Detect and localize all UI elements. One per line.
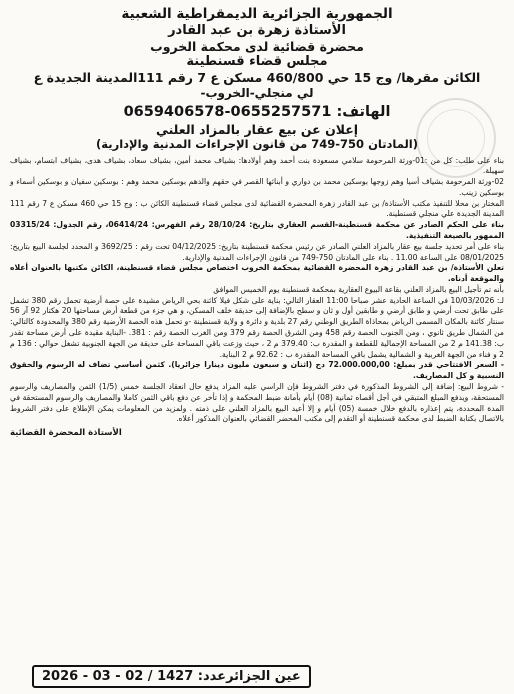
bailiff-signature: الأستاذة المحضرة القضائية <box>10 428 122 439</box>
notice-title: إعلان عن بيع عقار بالمزاد العلني <box>155 121 359 137</box>
notice-footer <box>10 665 504 688</box>
requesters-paragraph: بناء على طلب: كل من :01-ورثة المرحومة سلامي مسعودة بنت أحمد وهم أولادها: بشياف محمد أمين، بشياف سعاد، بشياف هدى، بشياف ابتسام، بشياف سهيلة. <box>10 155 504 176</box>
faded-stamp-icon <box>416 98 496 178</box>
republic-title: الجمهورية الجزائرية الديمقراطية الشعبية <box>121 6 393 22</box>
announcement-paragraph: تعلن الأستاذة/ بن عبد القادر زهرة المحضرة القضائية بمحكمة الخروب اختصاص مجلس قضاء قسنطينة، الكائن مكتبها بالعنوان أعلاه والموقعة أدناه. <box>10 263 504 284</box>
legal-articles: (المادتان 750-749 من قانون الإجراءات المدنية والإدارية) <box>96 137 418 152</box>
sale-conditions-paragraph: - شروط البيع: إضافة إلى الشروط المذكورة في دفتر الشروط فإن الراسي عليه المزاد يدفع حال انعقاد الجلسة خمس (1/5) الثمن والمصاريف والرسوم المستحقة، ويدفع المبلغ المتبقي في أجل أقصاه ثمانية (08) أيام بأمانة ضبط المحكمة و إذا تأخر عن دفع باقي الثمن كاملا والمصاريف والرسوم المستحقة في المدة المحددة، يتم إعذاره بالدفع خلال خمسة (05) أيام و إلا أعيد البيع بالمزاد العلني على ذمته . ولمزيد من المعلومات يمكن الإطلاع على دفتر الشروط بالاتصال بكتابة الضبط لدى محكمة قسنطينة أو التقدم إلى مكتب المحضر القضائي بالعنوان المذكور أعلاه. <box>10 381 505 424</box>
office-address-line-1: الكائن مقرها/ وج 15 حي 460/800 مسكن ع 7 رقم 111المدينة الجديدة ع <box>33 70 481 86</box>
bailiff-name: الأستاذة زهرة بن عبد القادر <box>168 22 346 38</box>
judgment-paragraph: بناء على الحكم الصادر عن محكمة قسنطينة-القسم العقاري بتاريخ: 28/10/24 رقم الفهرس: 06414/24، رقم الجدول: 03315/24 الممهور بالصيغة التنفيذية. <box>10 220 504 241</box>
office-phone: الهاتف: 0655257571-0659406578 <box>123 103 391 120</box>
judicial-council: مجلس قضاء قسنطينة <box>186 54 328 70</box>
office-address-line-2: لي منجلي-الخروب- <box>200 85 314 100</box>
hearing-order-paragraph: بناء على أمر تحديد جلسة بيع عقار بالمزاد العلني الصادر عن رئيس محكمة قسنطينة بتاريخ: 04/12/2025 تحت رقم : 3692/25 و المحدد لجلسة البيع بتاريخ: 08/01/2025 على الساعة 11.00 . بناء على المادتان 750-749 من قانون الإجراءات المدنية والإدارية. <box>10 241 504 262</box>
property-description-paragraph: لـ: 10/03/2026 في الساعة الحادية عشر صباحا 11:00 العقار التالي: بناية على شكل فيلا كائنة بحي الرياض مشيدة على حصة أرضية تحمل رقم 380 تشمل على طابق تحت أرضي و طابق أرضي و طابقين أول و ثان و سطح بالإضافة إلى حديقة خلف المسكن، و هي جزء من قطعة أرض مساحتها 20 هكتار 92 آر 56 سنتار كائنة بالمكان المسمى الرياض بمحاذاة الطريق الوطني رقم 27 بلدية و دائرة و ولاية قسنطينة -و تحمل هذه الحصة الأرضية رقم 380 والمحدودة كالتالي: من الشمال طريق ثانوي ، ومن الجنوب الحصة رقم 458 ومن الشرق الحصة رقم 379 ومن الغرب الحصة رقم : 381. -البناية مقيدة على أرض مساحة تقدر ب: 141.38 م 2 من المساحة الإجمالية للقطعة و المقدرة ب: 379.40 م 2 ، حيث وزعت باقي المساحة على حديقة من الجهة الجنوبية تشغل حوالي : 136 م 2 و فناء من الجهة الغربية و الشمالية يشمل باقي المساحة المقدرة ب : 92.62 م 2 البناية. <box>10 295 505 359</box>
postponement-paragraph: بأنه تم تأجيل البيع بالمزاد العلني بقاعة البيوع العقارية بمحكمة قسنطينة يوم الخميس الموافق <box>213 284 504 294</box>
publication-date-box: عين الجزائرعدد: 1427 / 02 - 03 - 2026 <box>32 665 311 688</box>
heirs-paragraph: 02-ورثة المرحومة بشياف أسيا وهم زوجها بوسكين محمد بن دواري و أبنائها القصر في حقهم والدهم بوسكين محمد وهم : بوسكين سفيان و بوسكين أسماء و بوسكين زينب. <box>10 177 504 197</box>
opening-price-paragraph: - السعر الافتتاحي قدر بمبلغ: 72.000.000,00 دج (اثنان و سبعون مليون دينارا جزائريا). كثمن أساسي تضاف له الرسوم والحقوق النسبية و كل المصاريف. <box>10 360 504 381</box>
notice-body <box>10 156 504 440</box>
executor-paragraph: المختار بن محلا للتنفيذ مكتب الأستاذة/ بن عبد القادر زهرة المحضرة القضائية لدى مجلس قضاء قسنطينة الكائن ب : وج 15 حي 460 مسكن ع 7 رقم 111 المدينة الجديدة علي منجلي قسنطينة. <box>10 198 504 219</box>
bailiff-office: محضرة قضائية لدى محكمة الخروب <box>150 38 364 54</box>
legal-notice-page <box>10 6 504 688</box>
